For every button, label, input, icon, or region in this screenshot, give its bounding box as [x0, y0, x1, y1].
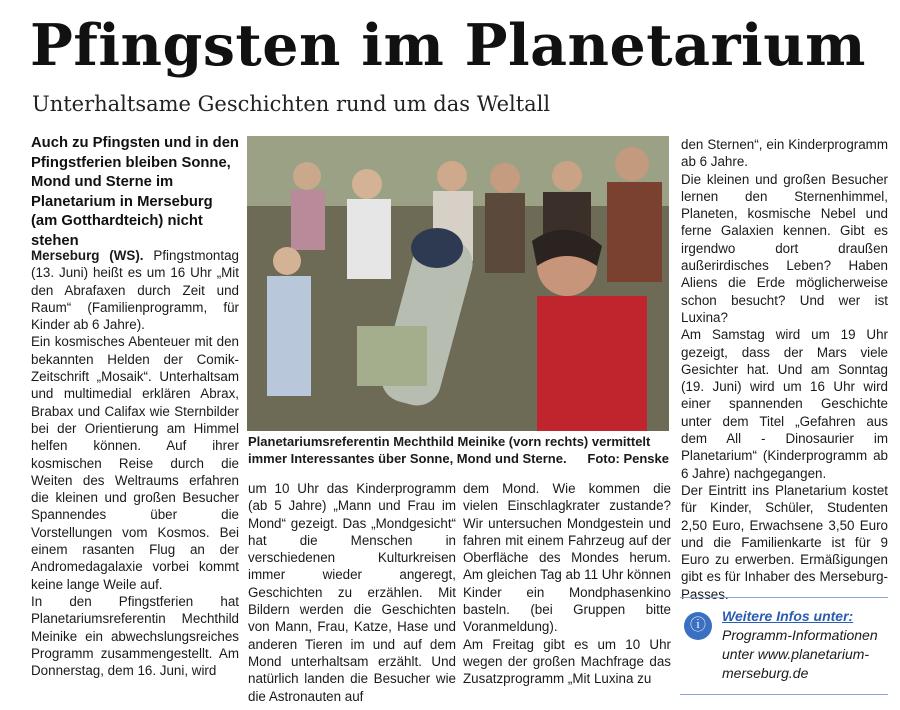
paragraph: den Sternen“, ein Kinderprogramm ab 6 Jahre.	[681, 137, 888, 170]
paragraph: Die kleinen und großen Besucher lernen den Sternenhimmel, Planeten, kosmische Nebel und ferne Galaxien kennen. Gibt es irgendwo dort draußen außerirdisches Leben? Haben Aliens die Erde möglicherweise schon besucht? Und wer ist Luxina?	[681, 171, 888, 325]
info-box	[680, 597, 888, 695]
photo-credit: Foto: Penske	[587, 451, 669, 466]
dateline: Merseburg (WS).	[31, 248, 144, 263]
caption-text: Planetariumsreferentin Mechthild Meinike (vorn rechts) vermittelt immer Interessantes über Sonne, Mond und Sterne.	[248, 434, 651, 466]
paragraph: In den Pfingstferien hat Planetariumsreferentin Mechthild Meinike ein abwechslungsreiches Programm zusammengestellt. Am Donnerstag, dem 16. Juni, wird	[31, 593, 239, 679]
paragraph	[31, 247, 239, 333]
paragraph: dem Mond. Wie kommen die vielen Einschlagkrater zustande? Wir untersuchen Mondgestein und fahren mit einem Fahrzeug auf der Oberfläche des Mondes herum. Am gleichen Tag ab 11 Uhr können Kinder ein Mondphasenkino basteln. (bei Gruppen bitte Voranmeldung).	[463, 481, 671, 635]
article-column-1	[31, 247, 239, 679]
subheadline: Unterhaltsame Geschichten rund um das Weltall	[32, 92, 551, 116]
headline: Pfingsten im Planetarium	[30, 12, 866, 79]
paragraph: Der Eintritt ins Planetarium kostet für Kinder, Schüler, Studenten 2,50 Euro, Erwachsene 3,50 Euro und die Familienkarte ist für 9 Euro zu erwerben. Ermäßigungen gibt es für Inhaber des Merseburg-Passes.	[681, 482, 888, 602]
photo-illustration	[247, 136, 669, 431]
paragraph-text: Pfingstmontag (13. Juni) heißt es um 16 Uhr „Mit den Abrafaxen durch Zeit und Raum“ (Familienprogramm, für Kinder ab 6 Jahre).	[31, 248, 239, 333]
paragraph: um 10 Uhr das Kinderprogramm (ab 5 Jahre) „Mann und Frau im Mond“ gezeigt. Das „Mondgesicht“ hat die Menschen in verschiedenen Kulturkreisen immer wieder angeregt, Geschichten zu erzählen. Mit Bildern werden die Geschichten von Mann, Frau, Katze, Hase und anderen Tieren im und auf dem Mond unterhaltsam erzählt. Und natürlich landen die Besucher wie die Astronauten auf	[248, 481, 456, 704]
article-column-2	[248, 480, 456, 705]
article-photo	[247, 136, 669, 431]
paragraph: Ein kosmisches Abenteuer mit den bekannten Helden der Comik-Zeitschrift „Mosaik“. Unterhaltsam und multimedial erklären Abrax, Brabax und Califax wie Sternbilder bei der Orientierung am Himmel helfen können. Auf ihrer kosmischen Reise durch die Weiten des Weltraums erfahren die kleinen und großen Besucher Spannendes über die Vorstellungen vom Kosmos. Bei einem rasanten Flug an der Andromedagalaxie vorbei kommt keine lange Weile auf.	[31, 334, 239, 592]
paragraph: Am Samstag wird um 19 Uhr gezeigt, dass der Mars viele Gesichter hat. Und am Sonntag (19. Juni) wird um 16 Uhr wird einer spannenden Geschichte unter dem Titel „Gefahren aus dem All - Dinosaurier im Planetarium“ (Kinderprogramm ab 6 Jahre) nachgegangen.	[681, 327, 888, 481]
info-box-text: Programm-Informationen unter www.planetarium-merseburg.de	[722, 627, 878, 681]
info-box-title[interactable]: Weitere Infos unter:	[722, 608, 854, 624]
photo-caption	[248, 433, 669, 467]
intro-text: Auch zu Pfingsten und in den Pfingstferien bleiben Sonne, Mond und Sterne im Planetarium in Merseburg (am Gotthardteich) nicht stehen	[31, 135, 239, 249]
article-column-3	[463, 480, 671, 688]
paragraph: Am Freitag gibt es um 10 Uhr wegen der großen Machfrage das Zusatzprogramm „Mit Luxina zu	[463, 636, 671, 687]
info-icon: ⓘ	[684, 612, 712, 640]
article-column-4	[681, 136, 888, 603]
